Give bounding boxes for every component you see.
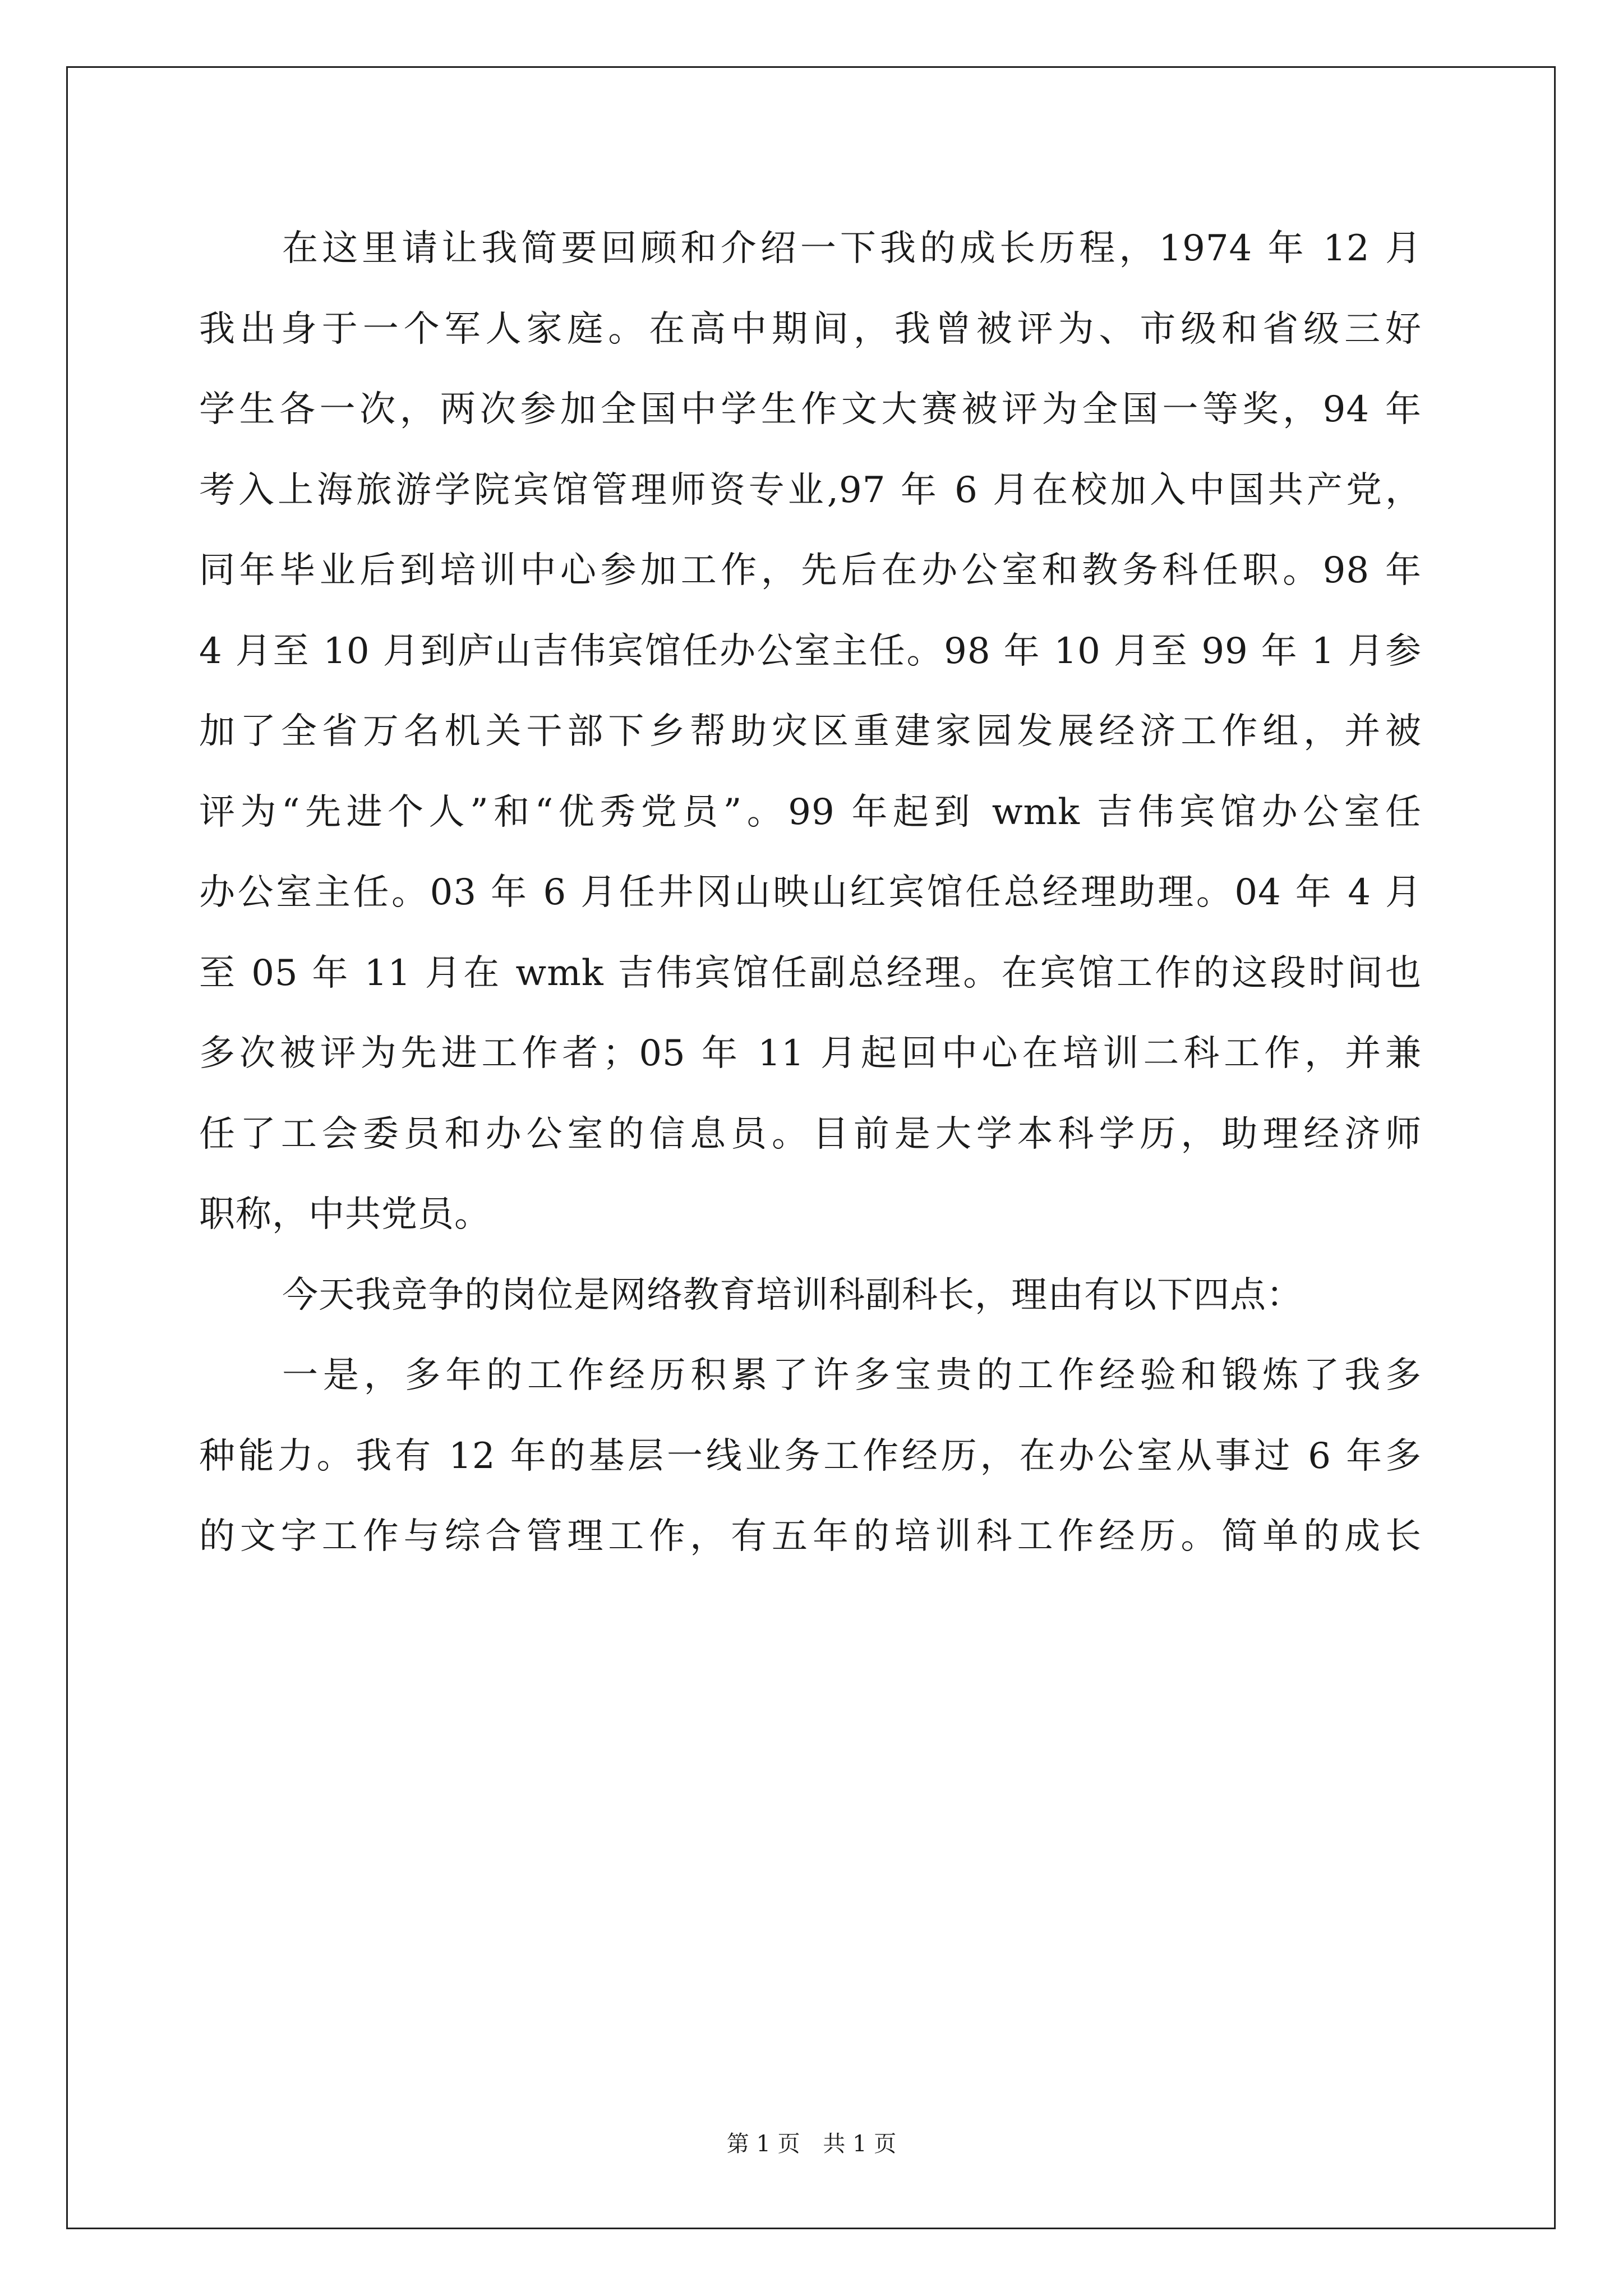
page-footer (0, 2126, 1623, 2158)
text-line: 评为“先进个人”和“优秀党员”。99 年起到 wmk 吉伟宾馆办公室任 (199, 791, 1422, 833)
document-body (199, 209, 1422, 1577)
text-line: 办公室主任。03 年 6 月任井冈山映山红宾馆任总经理助理。04 年 4 月 (199, 872, 1422, 913)
text-line: 多次被评为先进工作者；05 年 11 月起回中心在培训二科工作，并兼 (199, 1033, 1422, 1074)
text-line: 加了全省万名机关干部下乡帮助灾区重建家园发展经济工作组，并被 (199, 711, 1422, 752)
page-total: 共 1 页 (823, 2131, 897, 2157)
text-line: 考入上海旅游学院宾馆管理师资专业,97 年 6 月在校加入中国共产党， (199, 469, 1422, 511)
text-line: 任了工会委员和办公室的信息员。目前是大学本科学历，助理经济师 (199, 1113, 1422, 1155)
text-line: 今天我竞争的岗位是网络教育培训科副科长，理由有以下四点： (282, 1274, 1303, 1316)
page-number: 第 1 页 (726, 2131, 800, 2157)
text-line: 我出身于一个军人家庭。在高中期间，我曾被评为、市级和省级三好 (199, 308, 1422, 350)
text-line: 的文字工作与综合管理工作，有五年的培训科工作经历。简单的成长 (199, 1516, 1422, 1557)
text-line: 职称，中共党员。 (199, 1194, 491, 1235)
text-line: 4 月至 10 月到庐山吉伟宾馆任办公室主任。98 年 10 月至 99 年 1 月参 (199, 630, 1422, 672)
text-line: 种能力。我有 12 年的基层一线业务工作经历，在办公室从事过 6 年多 (199, 1435, 1422, 1477)
text-line: 学生各一次，两次参加全国中学生作文大赛被评为全国一等奖，94 年 (199, 389, 1422, 430)
text-line: 在这里请让我简要回顾和介绍一下我的成长历程，1974 年 12 月 (282, 228, 1422, 269)
text-line: 至 05 年 11 月在 wmk 吉伟宾馆任副总经理。在宾馆工作的这段时间也 (199, 952, 1422, 994)
text-line: 一是，多年的工作经历积累了许多宝贵的工作经验和锻炼了我多 (282, 1355, 1422, 1396)
text-line: 同年毕业后到培训中心参加工作，先后在办公室和教务科任职。98 年 (199, 550, 1422, 591)
